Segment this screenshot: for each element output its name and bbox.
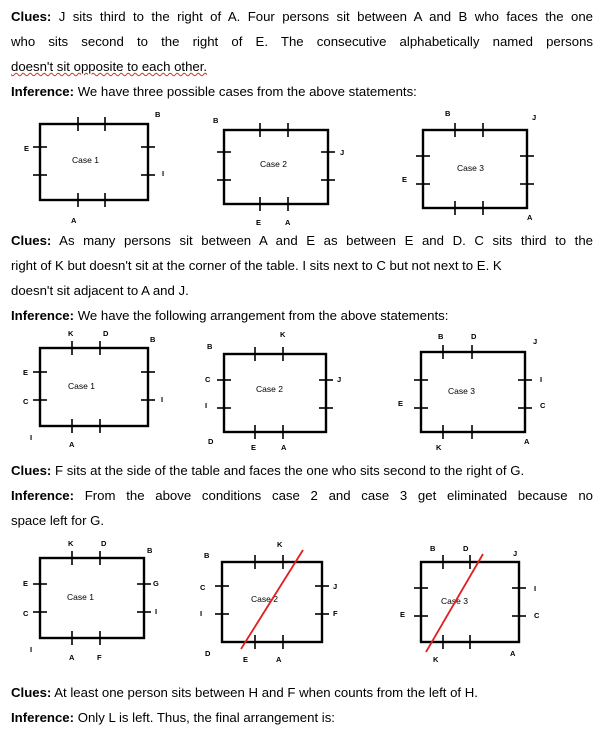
case-title: Case 3 xyxy=(441,596,468,606)
case-3-table xyxy=(398,332,546,452)
seat-label: B xyxy=(204,551,210,560)
seat-label: C xyxy=(534,611,540,620)
case-title: Case 2 xyxy=(260,159,287,169)
seat-label: E xyxy=(402,175,408,184)
seat-label: K xyxy=(436,443,442,452)
seat-label: B xyxy=(213,116,219,125)
seat-label: J xyxy=(333,582,338,591)
seat-label: K xyxy=(280,330,286,339)
case-title: Case 2 xyxy=(256,384,283,394)
seat-label: E xyxy=(243,655,249,664)
seat-label: C xyxy=(540,401,546,410)
seat-label: A xyxy=(524,437,530,446)
seat-label: I xyxy=(540,375,543,384)
case-2-table xyxy=(213,116,344,227)
seat-label: I xyxy=(155,607,158,616)
case-title: Case 1 xyxy=(67,592,94,602)
seat-label: J xyxy=(533,337,538,346)
clue-label: Clues: xyxy=(11,685,52,700)
seat-label: J xyxy=(513,549,518,558)
case-1-table xyxy=(23,329,163,449)
inference-label: Inference: xyxy=(11,308,75,323)
inference-label: Inference: xyxy=(11,710,75,725)
clue-block-4 xyxy=(11,680,593,730)
seat-label: I xyxy=(534,584,537,593)
seat-label: J xyxy=(337,375,342,384)
seat-label: A xyxy=(276,655,282,664)
clue-text: right of K but doesn't sit at the corner of the table. I sits next to C but not next to E. K xyxy=(11,258,502,273)
seat-label: K xyxy=(433,655,439,664)
seat-label: D xyxy=(463,544,469,553)
seat-label: B xyxy=(150,335,156,344)
inference-text: Only L is left. Thus, the final arrangement is: xyxy=(74,710,335,725)
seat-label: B xyxy=(430,544,436,553)
seat-label: E xyxy=(400,610,406,619)
seat-label: A xyxy=(69,653,75,662)
clue-text: As many persons sit between A and E as between E and D. C sits third to the xyxy=(51,233,593,248)
seat-label: B xyxy=(445,109,451,118)
seat-label: C xyxy=(200,583,206,592)
inference-text: From the above conditions case 2 and case 3 get eliminated because no xyxy=(74,488,593,503)
seat-label: A xyxy=(285,218,291,227)
seat-label: A xyxy=(71,216,77,225)
seat-label: C xyxy=(23,609,29,618)
seat-label: B xyxy=(207,342,213,351)
seat-label: J xyxy=(532,113,537,122)
seat-label: K xyxy=(68,329,74,338)
inference-label: Inference: xyxy=(11,488,75,503)
seat-label: I xyxy=(161,395,164,404)
seat-label: D xyxy=(101,539,107,548)
clue-label: Clues: xyxy=(11,9,52,24)
case-title: Case 3 xyxy=(457,163,484,173)
seat-label: G xyxy=(153,579,159,588)
seat-label: I xyxy=(30,645,33,654)
inference-text: We have three possible cases from the above statements: xyxy=(74,84,417,99)
seat-label: E xyxy=(398,399,404,408)
clue-text: At least one person sits between H and F when counts from the left of H. xyxy=(51,685,478,700)
seat-label: C xyxy=(23,397,29,406)
clue-text: doesn't sit opposite to each other. xyxy=(11,59,208,74)
seat-label: E xyxy=(23,368,29,377)
seat-label: F xyxy=(333,609,338,618)
seat-label: D xyxy=(471,332,477,341)
clue-text: doesn't sit adjacent to A and J. xyxy=(11,283,189,298)
diagram-row-1 xyxy=(0,104,603,232)
seat-label: I xyxy=(30,433,33,442)
seat-label: B xyxy=(438,332,444,341)
diagram-row-3 xyxy=(0,538,603,674)
clue-text: J sits third to the right of A. Four persons sit between A and B who faces the one xyxy=(51,9,593,24)
seat-label: E xyxy=(256,218,262,227)
seat-label: I xyxy=(200,609,203,618)
seat-label: J xyxy=(340,148,345,157)
seat-label: D xyxy=(208,437,214,446)
seat-label: K xyxy=(277,540,283,549)
seat-label: D xyxy=(103,329,109,338)
seat-label: E xyxy=(23,579,29,588)
inference-text: We have the following arrangement from the above statements: xyxy=(74,308,449,323)
case-1-table xyxy=(24,110,164,225)
case-2-table xyxy=(200,540,338,664)
seat-label: B xyxy=(147,546,153,555)
seat-label: B xyxy=(155,110,161,119)
case-1-table xyxy=(23,539,159,662)
clue-block-3 xyxy=(11,458,593,533)
seat-label: A xyxy=(527,213,533,222)
strike-through-line xyxy=(426,554,483,652)
seat-label: K xyxy=(68,539,74,548)
seat-label: A xyxy=(510,649,516,658)
case-3-table xyxy=(402,109,536,222)
clue-block-2 xyxy=(11,228,593,328)
clue-label: Clues: xyxy=(11,233,52,248)
seat-label: C xyxy=(205,375,211,384)
seat-label: F xyxy=(97,653,102,662)
seat-label: I xyxy=(162,169,165,178)
seat-label: I xyxy=(205,401,208,410)
seat-label: A xyxy=(281,443,287,452)
case-title: Case 1 xyxy=(68,381,95,391)
clue-block-1 xyxy=(11,4,593,104)
seat-label: D xyxy=(205,649,211,658)
diagram-row-2 xyxy=(0,328,603,456)
case-title: Case 1 xyxy=(72,155,99,165)
case-3-table xyxy=(400,544,540,664)
seat-label: A xyxy=(69,440,75,449)
clue-label: Clues: xyxy=(11,463,52,478)
case-title: Case 3 xyxy=(448,386,475,396)
inference-label: Inference: xyxy=(11,84,75,99)
seat-label: E xyxy=(24,144,30,153)
case-title: Case 2 xyxy=(251,594,278,604)
case-2-table xyxy=(205,330,341,452)
seat-label: E xyxy=(251,443,257,452)
inference-text: space left for G. xyxy=(11,513,105,528)
clue-text: who sits second to the right of E. The consecutive alphabetically named persons xyxy=(11,34,593,49)
clue-text: F sits at the side of the table and faces the one who sits second to the right of G. xyxy=(51,463,525,478)
